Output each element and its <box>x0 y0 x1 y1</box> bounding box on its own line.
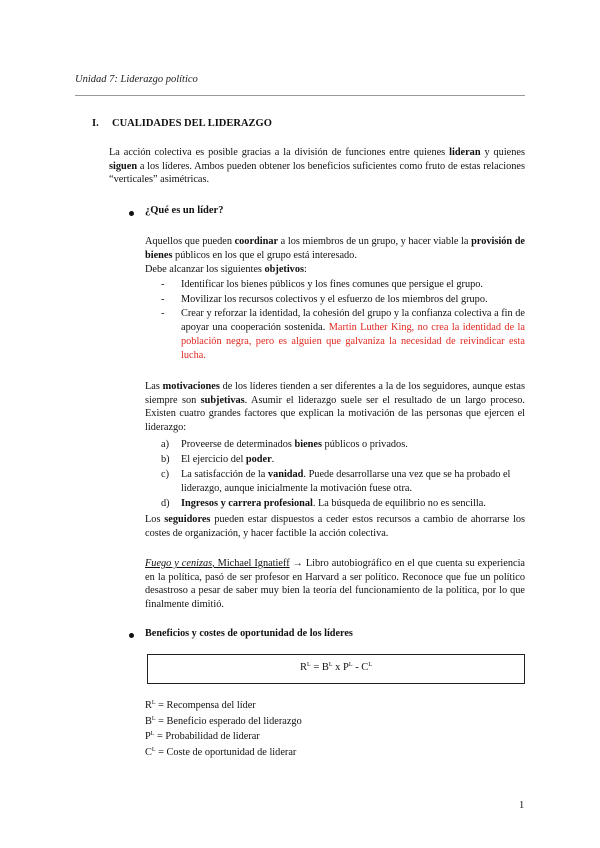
intro-paragraph: La acción colectiva es posible gracias a la división de funciones entre quienes lideran y quienes siguen a los líderes. Ambos pueden obtener los beneficios suficientes como fruto de estas relaciones “verticales” asimétricas. <box>109 147 525 186</box>
list-item: - Movilizar los recursos colectivos y el esfuerzo de los miembros del grupo. <box>161 293 488 305</box>
red-annotation: Martin Luther King, no crea la identidad de la población negra, pero es alguien que galvaniza la necesidad de reivindicar esta lucha. <box>181 322 525 361</box>
section-heading <box>92 118 272 129</box>
leader-definition: Aquellos que pueden coordinar a los miembros de un grupo, y hacer viable la provisión de bienes públicos en los que el grupo está interesado. <box>145 236 525 261</box>
book-title: Fuego y cenizas <box>145 558 213 569</box>
list-item: - Crear y reforzar la identidad, la cohesión del grupo y la confianza colectiva a fin de apoyar una cooperación sostenida. Martin Luther King, no crea la identidad de la población negra, pero es alguien que galvaniza la necesidad de reivindicar esta lucha. <box>161 308 525 361</box>
book-paragraph: Fuego y cenizas, Michael Ignatieff → Libro autobiográfico en el que cuenta su experiencia en la política, pasó de ser profesor en Harvard a ser político. Reconoce que fue un político desastroso a pesar de saber muy bien la teoría del funcionamiento de la política, por lo que finalmente dimitió. <box>145 558 525 611</box>
list-item: c) La satisfacción de la vanidad. Puede desarrollarse una vez que se ha probado el liderazgo, aunque inicialmente la motivación fuese otra. <box>161 469 511 495</box>
header-rule <box>75 95 525 96</box>
list-item: - Identificar los bienes públicos y los fines comunes que persigue el grupo. <box>161 279 483 290</box>
subheading-beneficios-costes: Beneficios y costes de oportunidad de los líderes <box>145 628 353 639</box>
followers-paragraph: Los seguidores pueden estar dispuestos a ceder estos recursos a cambio de ahorrarse los costes de organización, y hacer factible la acción colectiva. <box>145 514 525 539</box>
list-item: a) Proveerse de determinados bienes públicos o privados. <box>161 439 408 450</box>
subheading-que-es-lider: ¿Qué es un líder? <box>145 205 224 216</box>
objectives-list <box>161 278 525 362</box>
motivations-paragraph: Las motivaciones de los líderes tienden a ser diferentes a la de los seguidores, aunque estas siempre son subjetivas. Asumir el liderazgo suele ser el resultado de un largo proceso. Existen cuatro grandes factores que explican la motivación de las personas que ejercen el liderazgo: <box>145 381 525 434</box>
running-header: Unidad 7: Liderazgo político <box>75 74 198 85</box>
objectives-intro: Debe alcanzar los siguientes objetivos: <box>145 264 307 275</box>
definition-row: $P^L$ = Probabilidad de liderar <box>145 731 260 743</box>
motivations-list <box>161 438 525 511</box>
bullet-icon <box>129 633 134 638</box>
list-item: b) El ejercicio del poder. <box>161 454 275 466</box>
definition-row: $R^L$ = Recompensa del líder <box>145 700 256 711</box>
bullet-icon <box>129 211 134 216</box>
formula-definitions <box>145 697 302 759</box>
list-item: d) Ingresos y carrera profesional. La búsqueda de equilibrio no es sencilla. <box>161 498 486 510</box>
arrow-icon: → <box>292 558 303 569</box>
definition-row: $B^L$ = Beneficio esperado del liderazgo <box>145 715 302 727</box>
section-number: I. <box>92 118 99 129</box>
formula: $R^L = B^L$ x $P^L - C^L$ <box>300 662 372 673</box>
page-number: 1 <box>519 800 525 811</box>
definition-row: $C^L$ = Coste de oportunidad de liderar <box>145 746 297 758</box>
formula-box <box>147 654 525 684</box>
section-title: CUALIDADES DEL LIDERAZGO <box>112 118 272 129</box>
